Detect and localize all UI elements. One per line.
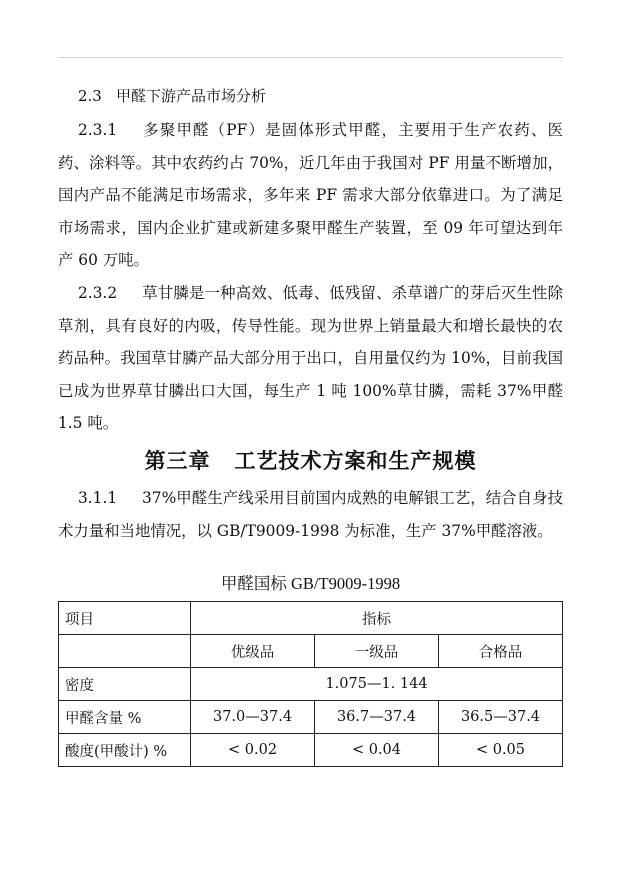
row-label-cell: 密度 (59, 668, 191, 701)
document-page (58, 86, 563, 767)
paragraph-text: 草甘膦是一种高效、低毒、低残留、杀草谱广的芽后灭生性除草剂，具有良好的内吸，传导性能。现为世界上销量最大和增长最快的农药品种。我国草甘膦产品大部分用于出口，自用量仅约为 10%，目前我国已成为世界草甘膦出口大国，每生产 1 吨 100%草甘膦，需耗 37%甲醛 1.5 吨。 (58, 283, 563, 433)
header-rule (58, 57, 563, 58)
section-title: 甲醛下游产品市场分析 (116, 87, 267, 105)
section-number: 2.3 (78, 87, 102, 105)
row-label-cell: 甲醛含量 % (59, 701, 191, 734)
paragraph-2-3-1 (58, 114, 563, 277)
paragraph-2-3-2 (58, 277, 563, 440)
chapter-heading (58, 446, 563, 476)
table-row (59, 668, 563, 701)
standard-table (58, 601, 563, 767)
header-item-cell: 项目 (59, 602, 191, 635)
paragraph-number: 3.1.1 (78, 488, 118, 507)
table-row (59, 734, 563, 767)
table-header-row (59, 602, 563, 635)
value-cell: 37.0—37.4 (191, 701, 315, 734)
value-cell: < 0.05 (438, 734, 562, 767)
paragraph-number: 2.3.2 (78, 283, 118, 302)
value-cell: 36.5—37.4 (438, 701, 562, 734)
paragraph-number: 2.3.1 (78, 121, 118, 139)
table-grade-row (59, 635, 563, 668)
chapter-label: 第三章 (144, 447, 211, 473)
empty-cell (59, 635, 191, 668)
grade-cell: 优级品 (191, 635, 315, 668)
paragraph-3-1-1 (58, 482, 563, 547)
chapter-title: 工艺技术方案和生产规模 (234, 447, 477, 473)
paragraph-text: 多聚甲醛（PF）是固体形式甲醛，主要用于生产农药、医药、涂料等。其中农药约占 70%，近几年由于我国对 PF 用量不断增加，国内产品不能满足市场需求，多年来 PF 需求大部分依靠进口。为了满足市场需求，国内企业扩建或新建多聚甲醛生产装置，至 09 年可望达到年产 60 万吨。 (58, 121, 563, 270)
grade-cell: 合格品 (438, 635, 562, 668)
grade-cell: 一级品 (315, 635, 439, 668)
section-heading (78, 86, 563, 106)
value-cell: 36.7—37.4 (315, 701, 439, 734)
table-title: 甲醛国标 GB/T9009-1998 (220, 574, 401, 594)
value-cell: < 0.02 (191, 734, 315, 767)
paragraph-text: 37%甲醛生产线采用目前国内成熟的电解银工艺，结合自身技术力量和当地情况，以 GB/T9009-1998 为标准，生产 37%甲醛溶液。 (58, 488, 563, 540)
value-cell: 1.075—1. 144 (191, 668, 563, 701)
table-row (59, 701, 563, 734)
value-cell: < 0.04 (315, 734, 439, 767)
header-indicator-cell: 指标 (191, 602, 563, 635)
row-label-cell: 酸度(甲酸计) % (59, 734, 191, 767)
